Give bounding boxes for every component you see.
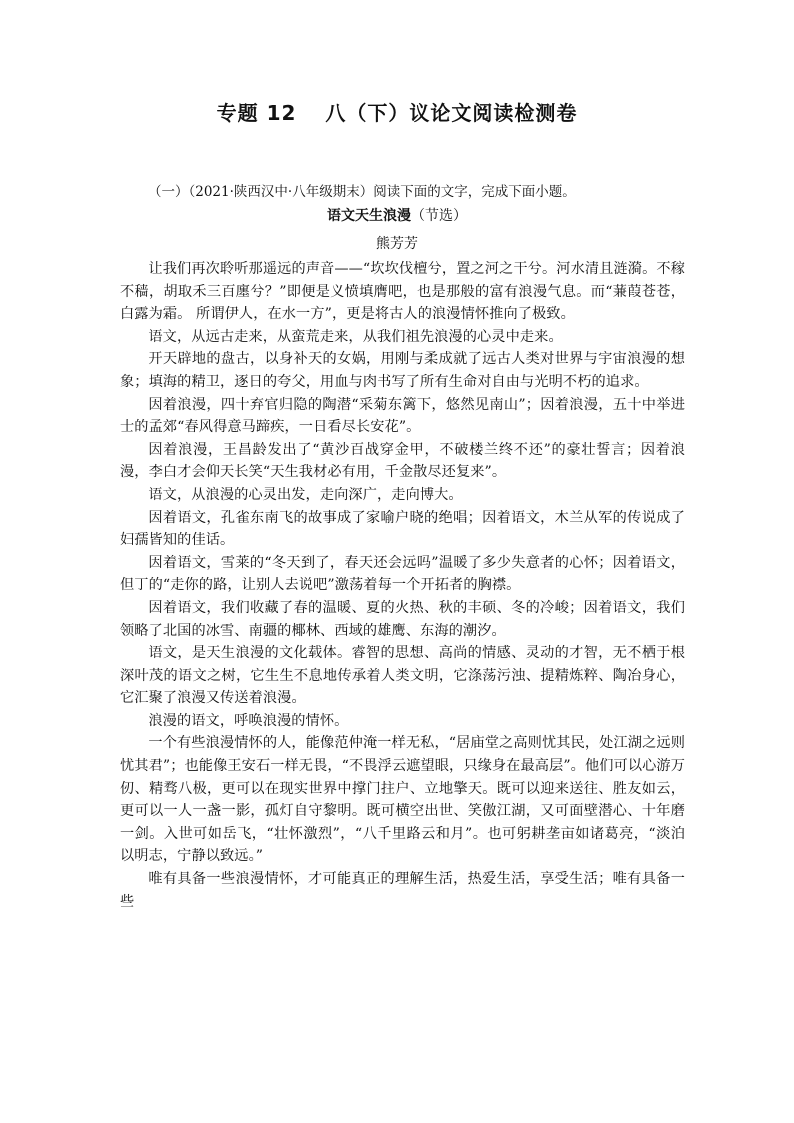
page-title: 专题 12 八（下）议论文阅读检测卷 xyxy=(216,101,578,125)
paragraph: 浪漫的语文，呼唤浪漫的情怀。 xyxy=(148,712,349,729)
article-title-note: （节选） xyxy=(411,208,467,224)
paragraph: 因着语文，我们收藏了春的温暖、夏的火热、秋的丰硕、冬的冷峻；因着语文，我们领略了北国的冰雪、南疆的椰林、西域的雄鹰、东海的潮汐。 xyxy=(120,599,685,639)
section-intro: （一）（2021·陕西汉中·八年级期末）阅读下面的文字，完成下面小题。 xyxy=(148,184,576,200)
paragraph: 因着浪漫，王昌龄发出了“黄沙百战穿金甲，不破楼兰终不还”的豪壮誓言；因着浪漫，李白才会仰天长笑“天生我材必有用，千金散尽还复来”。 xyxy=(120,441,685,481)
article-title-main: 语文天生浪漫 xyxy=(327,208,411,224)
paragraph: 因着浪漫，四十弃官归隐的陶潜“采菊东篱下，悠然见南山”；因着浪漫，五十中举进士的孟郊“春风得意马蹄疾，一日看尽长安花”。 xyxy=(120,396,685,436)
paragraph: 因着语文，雪莱的“冬天到了，春天还会远吗”温暖了多少失意者的心怀；因着语文，但丁的“走你的路，让别人去说吧”激荡着每一个开拓者的胸襟。 xyxy=(120,554,685,594)
paragraph: 唯有具备一些浪漫情怀，才可能真正的理解生活，热爱生活，享受生活；唯有具备一些 xyxy=(120,871,685,910)
article-author: 熊芳芳 xyxy=(376,236,418,252)
article-body xyxy=(120,258,685,913)
paragraph: 因着语文，孔雀东南飞的故事成了家喻户晓的绝唱；因着语文，木兰从军的传说成了妇孺皆知的佳话。 xyxy=(120,509,685,549)
paragraph: 语文，从远古走来，从蛮荒走来，从我们祖先浪漫的心灵中走来。 xyxy=(148,328,563,345)
paragraph: 语文，从浪漫的心灵出发，走向深广，走向博大。 xyxy=(148,486,463,503)
paragraph: 让我们再次聆听那遥远的声音——“坎坎伐檀兮，置之河之干兮。河水清且涟漪。不稼不穑，胡取禾三百廛兮？”即便是义愤填膺吧，也是那般的富有浪漫气息。而“蒹葭苍苍，白露为霜。 所谓伊人，在水一方”，更是将古人的浪漫情怀推向了极致。 xyxy=(120,261,685,323)
paragraph: 开天辟地的盘古，以身补天的女娲，用刚与柔成就了远古人类对世界与宇宙浪漫的想象；填海的精卫，逐日的夸父，用血与肉书写了所有生命对自由与光明不朽的追求。 xyxy=(120,351,685,390)
paragraph: 一个有些浪漫情怀的人，能像范仲淹一样无私，“居庙堂之高则忧其民，处江湖之远则忧其君”；也能像王安石一样无畏，“不畏浮云遮望眼，只缘身在最高层”。他们可以心游万仞、精骛八极，更可以在现实世界中撑门拄户、立地擎天。既可以迎来送往、胜友如云，更可以一人一盏一影，孤灯自守黎明。既可横空出世、笑傲江湖，又可面壁潜心、十年磨一剑。入世可如岳飞，“壮怀激烈”，“八千里路云和月”。也可躬耕垄亩如诸葛亮，“淡泊以明志，宁静以致远。” xyxy=(120,735,685,865)
paragraph: 语文，是天生浪漫的文化载体。睿智的思想、高尚的情感、灵动的才智，无不栖于根深叶茂的语文之树，它生生不息地传承着人类文明，它涤荡污浊、提精炼粹、陶冶身心，它汇聚了浪漫又传送着浪漫。 xyxy=(120,645,685,707)
article-title xyxy=(0,205,794,225)
